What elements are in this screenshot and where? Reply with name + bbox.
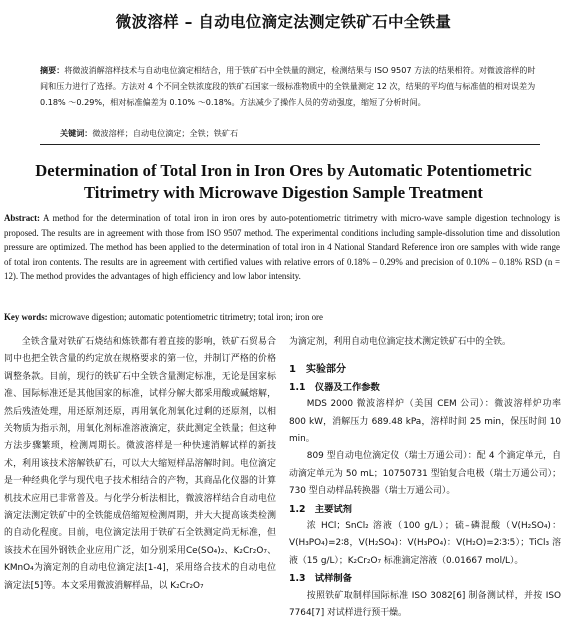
english-keywords <box>4 310 560 324</box>
english-keywords-label: Key words: <box>4 312 48 322</box>
paragraph-sample-prep: 按照铁矿取制样国际标准 ISO 3082[6] 制备测试样，并按 ISO 7764[7] 对试样进行预干燥。 <box>289 590 561 619</box>
body-right-intro: 为滴定剂，利用自动电位滴定技术测定铁矿石中的全铁。 <box>289 337 511 347</box>
chinese-abstract-text: 将微波消解溶样技术与自动电位滴定相结合，用于铁矿石中全铁量的测定，检测结果与 ISO 9507 方法的结果相符。对微波溶样的时间和压力进行了选择。方法对 4 个不同全铁浓度段的铁矿石国家一级标准物质中的全铁量测定 12 次，结果的平均值与标准值的相对误差为 0.18% ～0.29%，相对标准偏差为 0.10% ～0.18%。方法减少了操作人员的劳动强度，缩短了分析时间。 <box>40 65 536 107</box>
subsection-heading-sample-prep: 1.3 试样制备 <box>289 573 352 585</box>
english-abstract <box>4 211 560 284</box>
english-abstract-label: Abstract: <box>4 213 40 223</box>
chinese-keywords-label: 关键词： <box>60 128 93 138</box>
english-abstract-text: A method for the determination of total iron in iron ores by auto-potentiometric titrimetry with micro-wave sample digestion technology is proposed. The results are in agreement with those from ISO 9507 method. The experimental conditions including sample-dissolution time and dissolution pressure are optimized. The method has been applied to the determination of total iron in 4 National Standard Reference iron ore samples with wide range of total iron contents. The results are in agreement with certified values with relative errors of 0.18% – 0.29% and precision of 0.10% – 0.18% RSD (n = 12). The method provides the advantages of high efficiency and low labor intensity. <box>4 213 560 282</box>
chinese-keywords-text: 微波溶样；自动电位滴定；全铁；铁矿石 <box>92 128 239 138</box>
paragraph-microwave-oven: MDS 2000 微波溶样炉（美国 CEM 公司）：微波溶样炉功率 800 kW，消解压力 689.48 kPa，溶样时间 25 min，保压时间 10 min。 <box>289 399 561 445</box>
english-title: Determination of Total Iron in Iron Ores by Automatic Potentiometric Titrimetry with Microwave Digestion Sample Treatment <box>35 161 532 202</box>
chinese-keywords <box>60 126 540 140</box>
subsection-heading-instruments: 1.1 仪器及工作参数 <box>289 381 380 393</box>
section-divider <box>40 144 540 145</box>
paragraph-titrator: 809 型自动电位滴定仪（瑞士万通公司）：配 4 个滴定单元，自动滴定单元为 50 mL；10750731 型铂复合电极（瑞士万通公司）；730 型自动样品转换器（瑞士万通公司）。 <box>289 451 561 497</box>
paragraph-reagents: 浓 HCl；SnCl₂ 溶液（100 g/L）；硫–磷混酸（V(H₂SO₄)：V(H₃PO₄)=2∶8，V(H₂SO₄)：V(H₃PO₄)：V(H₂O)=2∶3∶5）；TiCl₃ 溶液（15 g/L）；K₂Cr₂O₇ 标准滴定溶液（0.01667 mol/L）。 <box>289 521 561 566</box>
body-right-column <box>289 334 561 623</box>
chinese-title: 微波溶样 – 自动电位滴定法测定铁矿石中全铁量 <box>115 13 452 31</box>
body-left-column: 全铁含量对铁矿石烧结和炼铁都有着直接的影响，铁矿石贸易合同中也把全铁含量的约定放在规格要求的第一位，并制订严格的价格调整条款。目前，现行的铁矿石中全铁含量测定标准，无论是国家标准、国际标准还是其他国家的标准，试样分解大都采用酸或碱熔解，然后残渣处理，用还原剂还原，再用氧化剂氧化过剩的还原剂，以相关物质为指示剂，用氧化剂标准溶液滴定，获此测定全铁量；但这种方法步骤繁琐，检测周期长。微波溶样是一种快速消解试样的新技术，利用该技术溶解铁矿石，可以大大缩短样品溶解时间。电位滴定是一种经典化学与现代电子技术相结合的产物，其商品化仪器的计算机技术应用已非常普及。与化学分析法相比，微波溶样结合自动电位滴定法测定铁矿中的全铁能成倍缩短检测周期，并大大提高该类检测的自动化程度。目前，电位滴定法用于铁矿石全铁测定尚无标准，但该技术在国外钢铁企业应用广泛，如分别采用Ce(SO₄)₂、K₂Cr₂O₇、KMnO₄为滴定剂的自动电位滴定法[1-4]，采用络合技术的自动电位滴定法[5]等。本文采用微波消解样品，以 K₂Cr₂O₇ <box>4 337 276 591</box>
section-heading-experimental: 1 实验部分 <box>289 364 346 376</box>
chinese-abstract-label: 摘要： <box>40 65 65 75</box>
english-keywords-text: microwave digestion; automatic potentiometric titrimetry; total iron; iron ore <box>47 312 323 322</box>
chinese-abstract <box>40 62 540 110</box>
subsection-heading-reagents: 1.2 主要试剂 <box>289 503 352 515</box>
